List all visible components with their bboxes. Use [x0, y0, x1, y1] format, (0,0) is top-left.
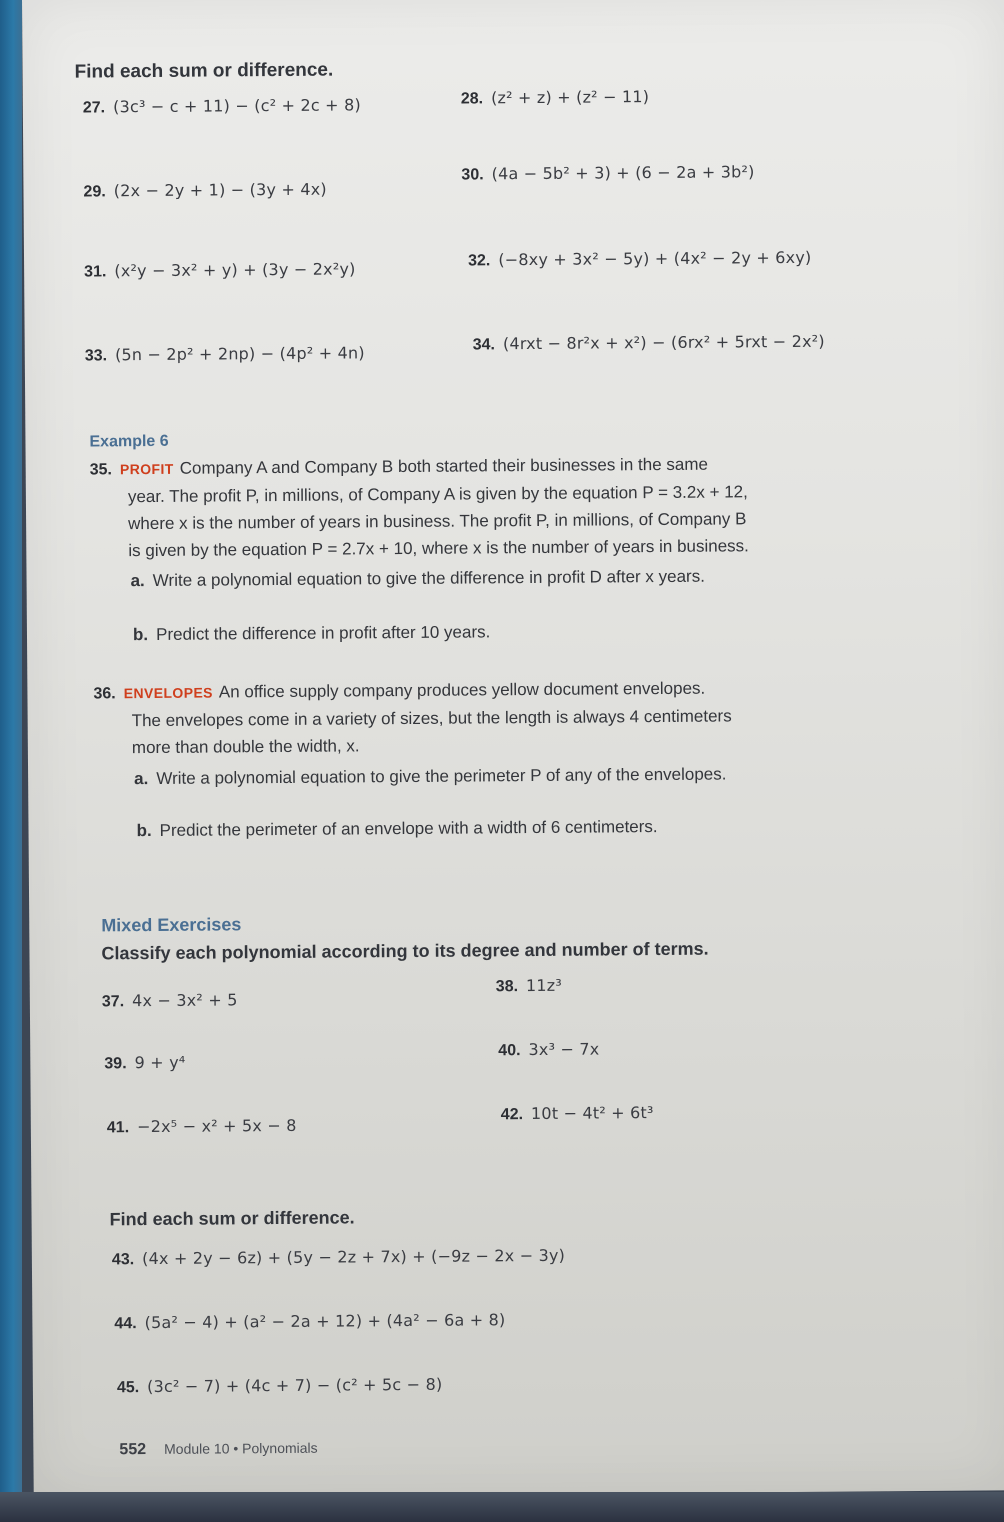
problem-35a [130, 567, 704, 592]
problem-expression: (5a² − 4) + (a² − 2a + 12) + (4a² − 6a + 8) [144, 1310, 506, 1333]
problem-number: 44. [114, 1315, 137, 1333]
problem-42 [501, 1103, 654, 1124]
problem-30 [461, 162, 754, 184]
problem-36-line-3: more than double the width, x. [131, 736, 360, 758]
problem-35-line-3: where x is the number of years in business. The profit P, in millions, of Company B [128, 509, 747, 534]
problem-expression: (4rxt − 8r²x + x²) − (6rx² + 5rxt − 2x²) [502, 331, 825, 354]
problem-expression: 3x³ − 7x [528, 1039, 600, 1060]
page-number: 552 [119, 1441, 147, 1459]
problem-expression: 4x − 3x² + 5 [132, 990, 238, 1011]
problem-expression: 11z³ [525, 975, 563, 996]
problem-expression: (−8xy + 3x² − 5y) + (4x² − 2y + 6xy) [498, 247, 812, 270]
problem-31 [84, 259, 356, 281]
problem-number: 31. [84, 263, 107, 281]
problem-expression: 10t − 4t² + 6t³ [530, 1103, 654, 1124]
mixed-exercises-heading: Mixed Exercises [101, 914, 242, 936]
part-label: a. [134, 769, 149, 789]
page-edge-binding [0, 0, 22, 1522]
problem-number: 28. [460, 90, 484, 108]
part-text: Predict the perimeter of an envelope with a width of 6 centimeters. [159, 817, 658, 840]
problem-35b [133, 622, 490, 645]
problem-38 [496, 976, 562, 997]
part-label: b. [132, 625, 149, 645]
problem-expression: (2x − 2y + 1) − (3y + 4x) [113, 179, 327, 201]
problem-expression: −2x⁵ − x² + 5x − 8 [137, 1115, 297, 1137]
problem-tag: PROFIT [119, 460, 174, 478]
problem-33 [85, 343, 365, 365]
part-text: Write a polynomial equation to give the difference in profit D after x years. [152, 566, 705, 590]
problem-35-line-4: is given by the equation P = 2.7x + 10, where x is the number of years in business. [128, 536, 749, 561]
problem-expression: (z² + z) + (z² − 11) [490, 87, 650, 108]
module-label: Module 10 • Polynomials [164, 1439, 318, 1457]
problem-text: An office supply company produces yellow document envelopes. [218, 678, 706, 702]
section1-heading: Find each sum or difference. [74, 59, 334, 83]
page-footer [119, 1440, 317, 1460]
background-strip [0, 1492, 1004, 1522]
part-text: Predict the difference in profit after 10 years. [156, 622, 491, 644]
problem-number: 43. [111, 1251, 135, 1269]
problem-29 [83, 180, 326, 202]
problem-expression: (x²y − 3x² + y) + (3y − 2x²y) [114, 259, 356, 281]
mixed-instruction: Classify each polynomial according to its degree and number of terms. [101, 938, 709, 964]
problem-number: 37. [101, 993, 125, 1011]
problem-number: 42. [500, 1106, 524, 1124]
problem-36a [134, 764, 726, 789]
problem-number: 35. [89, 461, 113, 479]
problem-tag: ENVELOPES [123, 684, 213, 702]
problem-expression: (4x + 2y − 6z) + (5y − 2z + 7x) + (−9z − 2x − 3y) [142, 1245, 566, 1269]
problem-34 [473, 332, 825, 355]
problem-43 [112, 1246, 565, 1270]
problem-number: 33. [84, 347, 108, 365]
problem-number: 29. [83, 183, 106, 201]
problem-36 [93, 673, 954, 762]
problem-number: 40. [498, 1042, 521, 1060]
problem-expression: (3c³ − c + 11) − (c² + 2c + 8) [113, 95, 361, 117]
part-text: Write a polynomial equation to give the perimeter P of any of the envelopes. [156, 764, 727, 788]
problem-35 [90, 449, 951, 565]
part-label: b. [136, 821, 152, 841]
problem-35-line-2: year. The profit P, in millions, of Company A is given by the equation P = 3.2x + 12, [127, 482, 748, 507]
example-label: Example 6 [89, 432, 169, 451]
problem-number: 34. [472, 336, 496, 354]
problem-36-line-2: The envelopes come in a variety of sizes, but the length is always 4 centimeters [131, 706, 732, 731]
problem-40 [498, 1039, 599, 1060]
problem-number: 32. [467, 252, 491, 270]
textbook-page [22, 0, 1004, 1498]
problem-45 [117, 1375, 443, 1398]
problem-32 [468, 248, 812, 271]
problem-expression: (3c² − 7) + (4c + 7) − (c² + 5c − 8) [147, 1374, 443, 1397]
problem-number: 36. [93, 685, 116, 703]
problem-28 [461, 87, 649, 108]
problem-number: 45. [116, 1379, 140, 1397]
problem-number: 27. [82, 99, 106, 117]
problem-number: 30. [461, 166, 484, 184]
problem-44 [114, 1310, 505, 1333]
problem-expression: 9 + y⁴ [134, 1052, 186, 1073]
part-label: a. [130, 571, 145, 591]
problem-39 [104, 1053, 185, 1074]
problem-number: 38. [495, 978, 519, 996]
problem-36b [136, 817, 657, 841]
problem-27 [83, 95, 361, 117]
problem-41 [107, 1116, 297, 1137]
problem-expression: (5n − 2p² + 2np) − (4p² + 4n) [114, 343, 365, 365]
problem-expression: (4a − 5b² + 3) + (6 − 2a + 3b²) [491, 162, 755, 184]
problem-number: 39. [104, 1055, 127, 1073]
problem-text: Company A and Company B both started their businesses in the same [179, 454, 708, 478]
problem-37 [102, 990, 238, 1011]
problem-number: 41. [106, 1119, 130, 1137]
section2-heading: Find each sum or difference. [109, 1207, 355, 1230]
